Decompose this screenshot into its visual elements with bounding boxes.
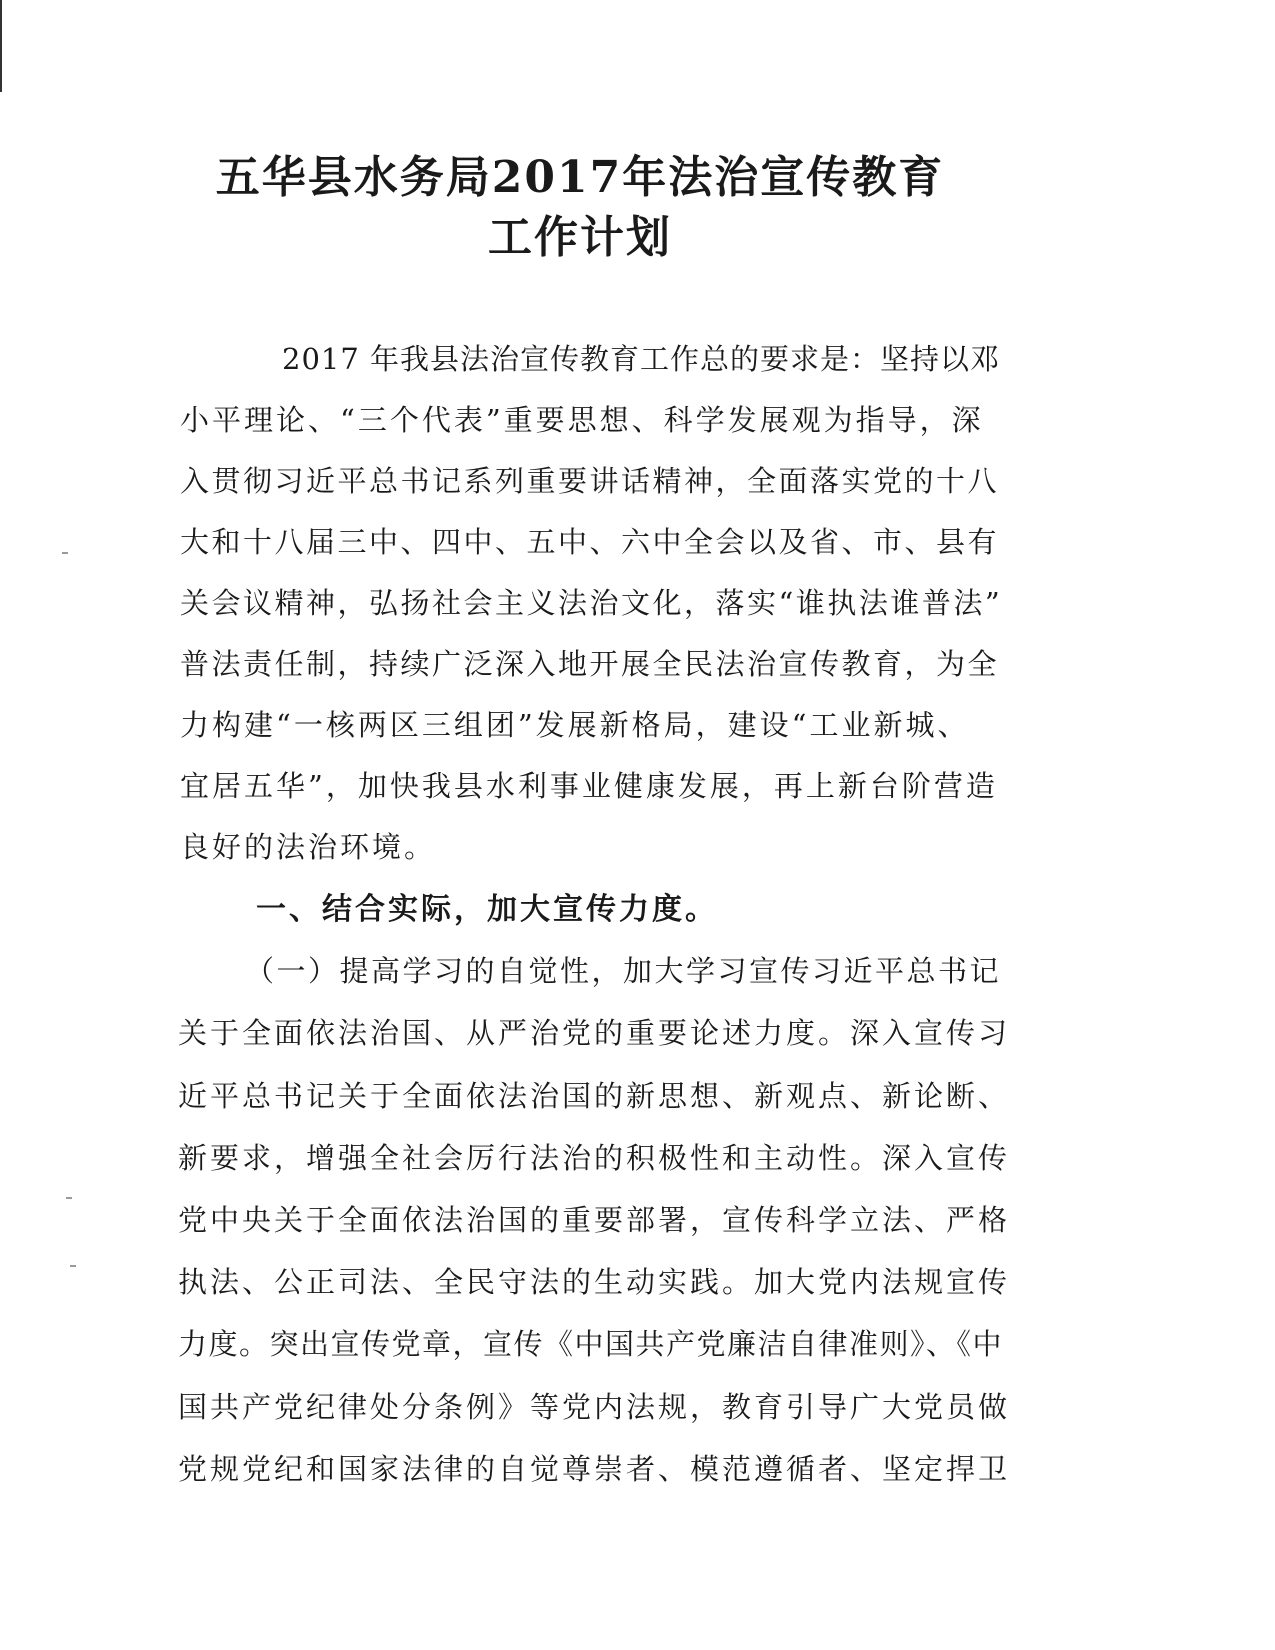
paragraph-line: 关于全面依法治国、从严治党的重要论述力度。深入宣传习 (178, 1016, 1011, 1050)
document-title-line-1: 五华县水务局2017年法治宣传教育 (215, 152, 945, 203)
paragraph-line: 近平总书记关于全面依法治国的新思想、新观点、新论断、 (178, 1079, 1011, 1113)
document-title-line-2: 工作计划 (488, 212, 672, 263)
scan-speck (62, 552, 68, 554)
paragraph-line: 良好的法治环境。 (180, 830, 437, 864)
paragraph-line: 国共产党纪律处分条例》等党内法规，教育引导广大党员做 (178, 1390, 1011, 1424)
paragraph-line: 新要求，增强全社会厉行法治的积极性和主动性。深入宣传 (178, 1141, 1011, 1175)
paragraph-line: 力构建“一核两区三组团”发展新格局，建设“工业新城、 (180, 708, 970, 742)
paragraph-line: 大和十八届三中、四中、五中、六中全会以及省、市、县有 (180, 525, 1000, 559)
section-heading: 一、结合实际，加大宣传力度。 (256, 892, 718, 927)
paragraph-line: 小平理论、“三个代表”重要思想、科学发展观为指导，深 (180, 403, 984, 437)
paragraph-line: 力度。突出宣传党章，宣传《中国共产党廉洁自律准则》、《中 (178, 1327, 1004, 1361)
scan-speck (66, 1197, 72, 1199)
paragraph-line: 2017 年我县法治宣传教育工作总的要求是：坚持以邓 (282, 342, 1001, 376)
paragraph-line: 宜居五华”，加快我县水利事业健康发展，再上新台阶营造 (180, 769, 998, 803)
paragraph-line: 执法、公正司法、全民守法的生动实践。加大党内法规宣传 (178, 1265, 1011, 1299)
paragraph-line: 入贯彻习近平总书记系列重要讲话精神，全面落实党的十八 (180, 464, 1000, 498)
scan-edge-mark (0, 0, 2, 92)
paragraph-line: 党规党纪和国家法律的自觉尊崇者、模范遵循者、坚定捍卫 (178, 1452, 1011, 1486)
scan-speck (70, 1265, 76, 1267)
paragraph-line: 关会议精神，弘扬社会主义法治文化，落实“谁执法谁普法” (180, 586, 1003, 620)
paragraph-line: 党中央关于全面依法治国的重要部署，宣传科学立法、严格 (178, 1203, 1011, 1237)
paragraph-line: （一）提高学习的自觉性，加大学习宣传习近平总书记 (245, 954, 1002, 988)
paragraph-line: 普法责任制，持续广泛深入地开展全民法治宣传教育，为全 (180, 647, 1000, 681)
